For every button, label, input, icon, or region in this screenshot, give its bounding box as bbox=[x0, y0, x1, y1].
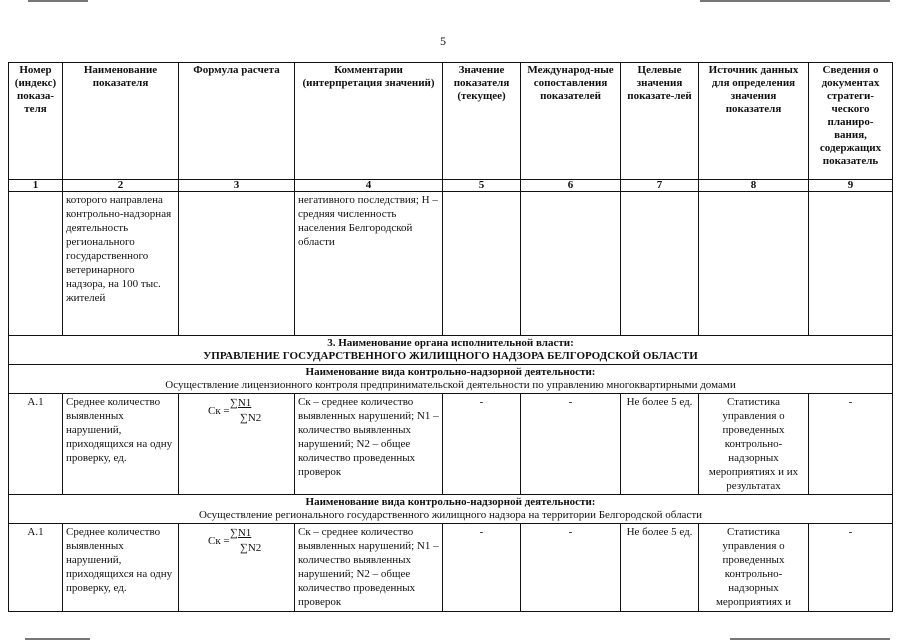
column-number: 2 bbox=[63, 180, 179, 192]
indicator-current: - bbox=[443, 524, 521, 612]
header-documents: Сведения о документах стратеги-ческого планиро-вания, содержащих показатель bbox=[809, 63, 893, 180]
activity-title: Наименование вида контрольно-надзорной деятельности: bbox=[305, 496, 596, 508]
header-formula: Формула расчета bbox=[179, 63, 295, 180]
header-target: Целевые значения показате-лей bbox=[621, 63, 699, 180]
activity-heading-row bbox=[9, 495, 893, 524]
column-number: 6 bbox=[521, 180, 621, 192]
header-current-value: Значение показателя (текущее) bbox=[443, 63, 521, 180]
formula-numerator: ∑N1 bbox=[230, 397, 252, 409]
column-number: 4 bbox=[295, 180, 443, 192]
indicator-target: Не более 5 ед. bbox=[621, 394, 699, 495]
header-international: Международ-ные сопоставления показателей bbox=[521, 63, 621, 180]
cell-empty bbox=[521, 192, 621, 336]
indicator-name: Среднее количество выявленных нарушений, приходящихся на одну проверку, ед. bbox=[63, 394, 179, 495]
activity-text: Осуществление лицензионного контроля предпринимательской деятельности по управлению многоквартирными домами bbox=[165, 379, 736, 391]
activity-heading bbox=[9, 365, 893, 394]
section-heading bbox=[9, 336, 893, 365]
cell-empty bbox=[809, 192, 893, 336]
formula-lhs: Cк = bbox=[208, 405, 230, 417]
column-number: 9 bbox=[809, 180, 893, 192]
indicator-source: Статистика управления о проведенных контрольно-надзорных мероприятиях и bbox=[699, 524, 809, 612]
column-number: 8 bbox=[699, 180, 809, 192]
activity-title: Наименование вида контрольно-надзорной деятельности: bbox=[305, 366, 596, 378]
formula bbox=[182, 395, 291, 429]
section-title: 3. Наименование органа исполнительной власти: bbox=[327, 337, 574, 349]
section-authority-name: УПРАВЛЕНИЕ ГОСУДАРСТВЕННОГО ЖИЛИЩНОГО НАДЗОРА БЕЛГОРОДСКОЙ ОБЛАСТИ bbox=[203, 350, 698, 362]
formula-denominator: ∑N2 bbox=[240, 412, 262, 424]
continuation-comment: негативного последствия; Н – средняя численность населения Белгородской области bbox=[295, 192, 443, 336]
indicator-documents: - bbox=[809, 524, 893, 612]
indicator-international: - bbox=[521, 524, 621, 612]
indicator-current: - bbox=[443, 394, 521, 495]
scan-edge-line bbox=[700, 0, 890, 2]
scan-edge-line bbox=[28, 0, 88, 2]
section-heading-row bbox=[9, 336, 893, 365]
indicator-row bbox=[9, 394, 893, 495]
column-number: 3 bbox=[179, 180, 295, 192]
column-number: 7 bbox=[621, 180, 699, 192]
column-number: 1 bbox=[9, 180, 63, 192]
header-row bbox=[9, 63, 893, 180]
page-number: 5 bbox=[440, 34, 446, 48]
indicator-index: А.1 bbox=[9, 394, 63, 495]
header-name: Наименование показателя bbox=[63, 63, 179, 180]
cell-empty bbox=[699, 192, 809, 336]
cell-empty bbox=[621, 192, 699, 336]
indicator-international: - bbox=[521, 394, 621, 495]
activity-heading bbox=[9, 495, 893, 524]
header-source: Источник данных для определения значения показателя bbox=[699, 63, 809, 180]
activity-heading-row bbox=[9, 365, 893, 394]
indicator-target: Не более 5 ед. bbox=[621, 524, 699, 612]
cell-empty bbox=[179, 192, 295, 336]
indicator-comment: Cк – среднее количество выявленных нарушений; N1 – количество выявленных нарушений; N2 – общее количество проведенных проверок bbox=[295, 394, 443, 495]
cell-empty bbox=[443, 192, 521, 336]
indicator-index: А.1 bbox=[9, 524, 63, 612]
formula-lhs: Cк = bbox=[208, 535, 230, 547]
continuation-name: которого направлена контрольно-надзорная деятельность регионального государственного ветеринарного надзора, на 100 тыс. жителей bbox=[63, 192, 179, 336]
formula-denominator: ∑N2 bbox=[240, 542, 262, 554]
formula-numerator: ∑N1 bbox=[230, 527, 252, 539]
column-number-row bbox=[9, 180, 893, 192]
header-comments: Комментарии (интерпретация значений) bbox=[295, 63, 443, 180]
continuation-row bbox=[9, 192, 893, 336]
indicator-name: Среднее количество выявленных нарушений, приходящихся на одну проверку, ед. bbox=[63, 524, 179, 612]
indicator-row bbox=[9, 524, 893, 612]
indicator-formula bbox=[179, 524, 295, 612]
indicator-comment: Cк – среднее количество выявленных нарушений; N1 – количество выявленных нарушений; N2 – общее количество проведенных проверок bbox=[295, 524, 443, 612]
indicator-formula bbox=[179, 394, 295, 495]
column-number: 5 bbox=[443, 180, 521, 192]
activity-text: Осуществление регионального государственного жилищного надзора на территории Белгородской области bbox=[198, 509, 703, 521]
cell-empty bbox=[9, 192, 63, 336]
indicator-source: Статистика управления о проведенных контрольно-надзорных мероприятиях и их результатах bbox=[699, 394, 809, 495]
formula bbox=[182, 525, 291, 559]
indicators-table bbox=[8, 62, 893, 612]
header-index: Номер (индекс) показа-теля bbox=[9, 63, 63, 180]
indicator-documents: - bbox=[809, 394, 893, 495]
